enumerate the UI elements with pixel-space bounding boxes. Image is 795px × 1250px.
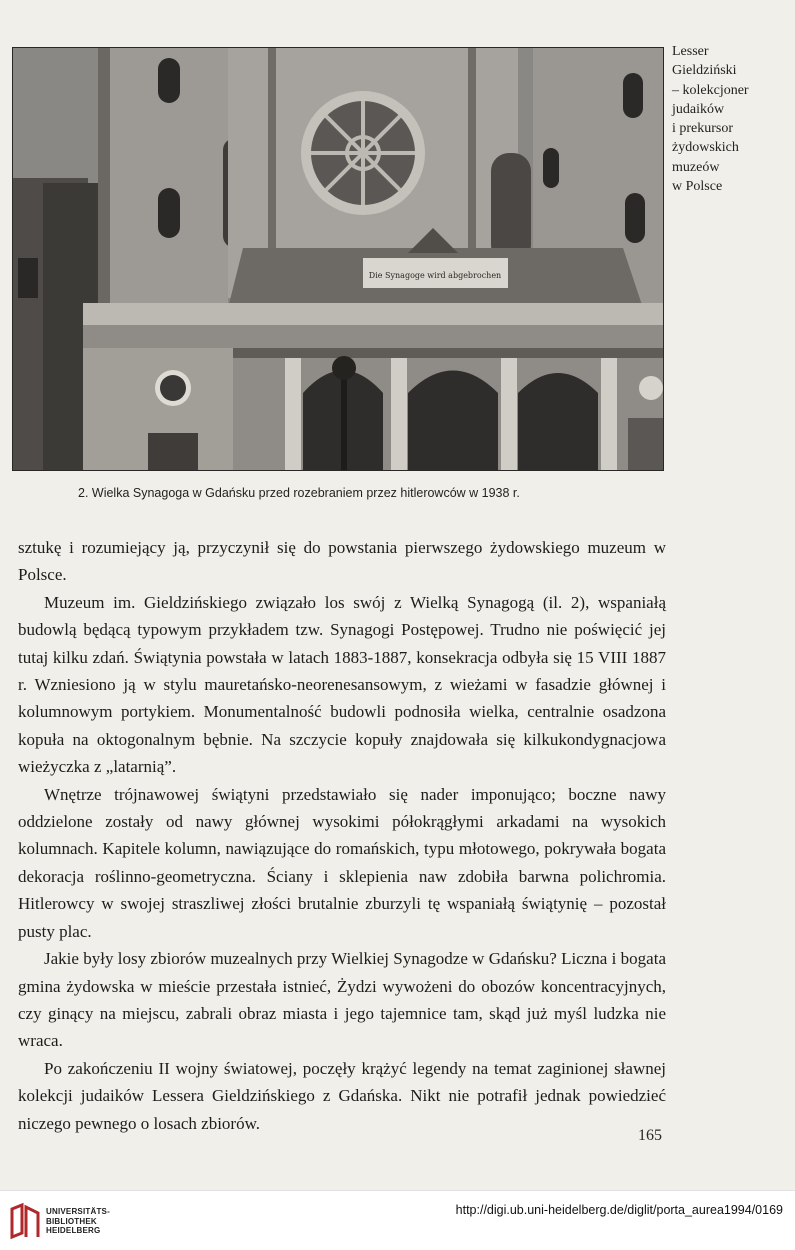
- library-logo-icon: [8, 1201, 42, 1241]
- margin-note-line: judaików: [672, 101, 725, 117]
- logo-line: BIBLIOTHEK: [46, 1216, 97, 1226]
- logo-line: HEIDELBERG: [46, 1226, 101, 1235]
- margin-note: [672, 42, 782, 196]
- margin-note-line: Lesser: [672, 44, 709, 59]
- synagogue-illustration: [13, 48, 663, 470]
- photo-caption: 2. Wielka Synagoga w Gdańsku przed rozebraniem przez hitlerowców w 1938 r.: [78, 486, 520, 500]
- body-text: [18, 534, 666, 1137]
- margin-note-line: w Polsce: [672, 179, 723, 195]
- margin-note-line: Gieldziński: [672, 63, 737, 79]
- margin-note-line: – kolekcjoner: [672, 82, 749, 98]
- logo-line: UNIVERSITÄTS-: [46, 1207, 110, 1216]
- paragraph: Muzeum im. Gieldzińskiego związało los swój z Wielką Synagogą (il. 2), wspaniałą budowlą będącą typowym przykładem tzw. Synagogi Postępowej. Trudno nie poświęcić jej tutaj kilku zdań. Świątynia powstała w latach 1883-1887, konsekracja odbyła się 15 VIII 1887 r. Wzniesiono ją w stylu mauretańsko-neorenesansowym, z wieżami w fasadzie głównej i kolumnowym portykiem. Monumentalność budowli podnosiła wielka, centralnie osadzona kopuła na oktogonalnym bębnie. Na szczycie kopuły znajdowała się kilkukondygnacjowa wieżyczka z „latarnią”.: [18, 592, 666, 777]
- margin-note-line: muzeów: [672, 159, 720, 175]
- paragraph: Po zakończeniu II wojny światowej, poczęły krążyć legendy na temat zaginionej sławnej kolekcji judaików Lessera Gieldzińskiego z Gdańska. Nikt nie potrafił jednak powiedzieć niczego pewnego o losach zbiorów.: [18, 1058, 666, 1133]
- library-footer: [0, 1190, 795, 1250]
- permalink-url[interactable]: http://digi.ub.uni-heidelberg.de/diglit/porta_aurea1994/0169: [455, 1203, 783, 1217]
- library-logo-text: [46, 1207, 110, 1236]
- margin-note-line: i prekursor: [672, 121, 734, 137]
- photo-sign-text: Die Synagoge wird abgebrochen: [368, 271, 502, 280]
- paragraph: sztukę i rozumiejący ją, przyczynił się do powstania pierwszego żydowskiego muzeum w Polsce.: [18, 538, 666, 585]
- synagogue-photograph: [12, 47, 664, 471]
- page-number: 165: [638, 1127, 662, 1144]
- margin-note-line: żydowskich: [672, 140, 739, 156]
- paragraph: Jakie były losy zbiorów muzealnych przy Wielkiej Synagodze w Gdańsku? Liczna i bogata gmina żydowska w mieście przestała istnieć, Żydzi wywożeni do obozów koncentracyjnych, czy ginący na miejscu, zabrali obraz miasta i jego tajemnice tam, skąd już myśl ludzka nie wraca.: [18, 949, 666, 1051]
- paragraph: Wnętrze trójnawowej świątyni przedstawiało się nader imponująco; boczne nawy oddzielone zostały od nawy głównej wysokimi półokrągłymi arkadami na wysokich kolumnach. Kapitele kolumn, nawiązujące do romańskich, typu młotowego, pokrywała bogata dekoracja roślinno-geometryczna. Ściany i sklepienia naw zdobiła barwna polichromia. Hitlerowcy w swojej straszliwej złości brutalnie zburzyli tę wspaniałą świątynię – pozostał pusty plac.: [18, 784, 666, 941]
